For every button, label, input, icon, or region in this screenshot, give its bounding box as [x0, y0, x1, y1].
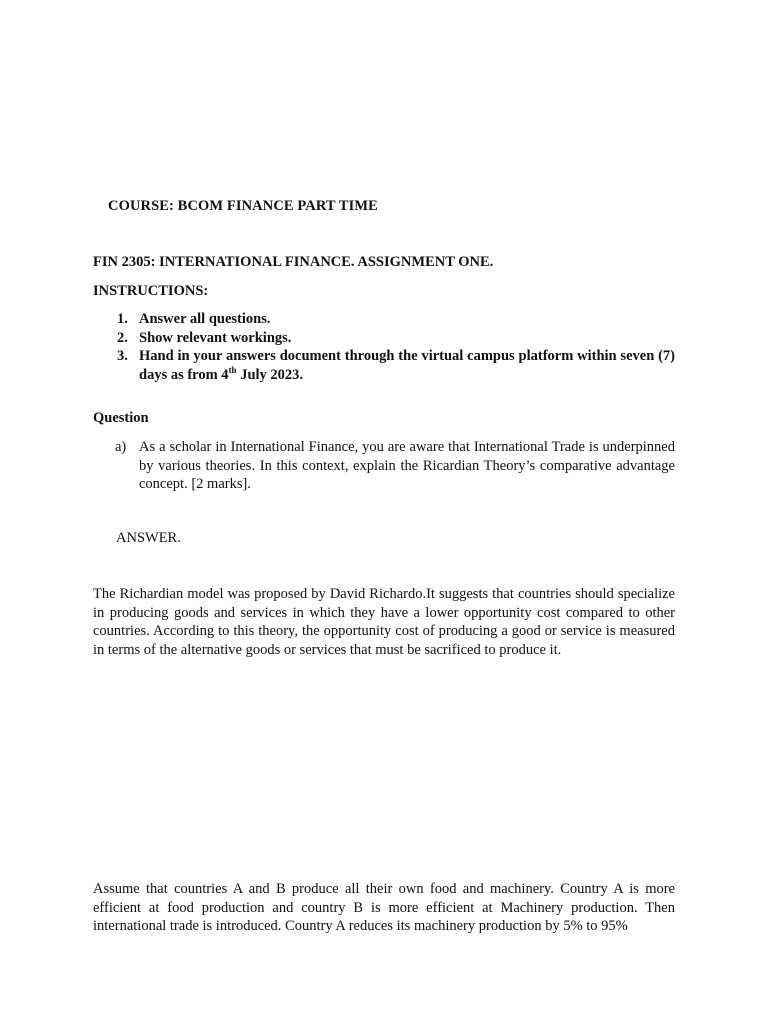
ordinal-suffix: th	[228, 364, 237, 375]
instruction-number: 3.	[117, 348, 128, 364]
assignment-title: FIN 2305: INTERNATIONAL FINANCE. ASSIGNMENT ONE.	[93, 254, 494, 270]
answer-paragraph-1: The Richardian model was proposed by David Richardo.It suggests that countries should specialize in producing goods and services in which they have a lower opportunity cost compared to other countries. According to this theory, the opportunity cost of producing a good or service is measured in terms of the alternative goods or services that must be sacrificed to produce it.	[93, 586, 675, 658]
question-text: As a scholar in International Finance, you are aware that International Trade is underpinned by various theories. In this context, explain the Ricardian Theory’s comparative advantage concept. [2 marks].	[139, 439, 675, 492]
course-line: COURSE: BCOM FINANCE PART TIME	[108, 198, 378, 214]
answer-paragraph-2: Assume that countries A and B produce all their own food and machinery. Country A is more efficient at food production and country B is more efficient at Machinery production. Then international trade is introduced. Country A reduces its machinery production by 5% to 95%	[93, 881, 675, 934]
instruction-text: Answer all questions.	[139, 311, 271, 327]
instruction-item	[93, 329, 675, 348]
question-item-a	[93, 438, 675, 494]
instruction-text-main: Hand in your answers document through the virtual campus platform within seven (7) days as from 4	[139, 348, 675, 383]
instruction-text-date: July 2023.	[236, 366, 304, 383]
instruction-number: 1.	[117, 311, 128, 327]
instructions-heading: INSTRUCTIONS:	[93, 283, 209, 299]
instruction-text: Show relevant workings.	[139, 329, 292, 346]
instruction-item	[93, 347, 675, 384]
instruction-number: 2.	[117, 329, 128, 346]
instruction-text	[139, 347, 675, 384]
question-label: a)	[115, 439, 127, 455]
question-heading: Question	[93, 410, 149, 426]
answer-label: ANSWER.	[116, 530, 181, 546]
instruction-item	[93, 310, 675, 329]
instructions-list	[93, 310, 675, 384]
